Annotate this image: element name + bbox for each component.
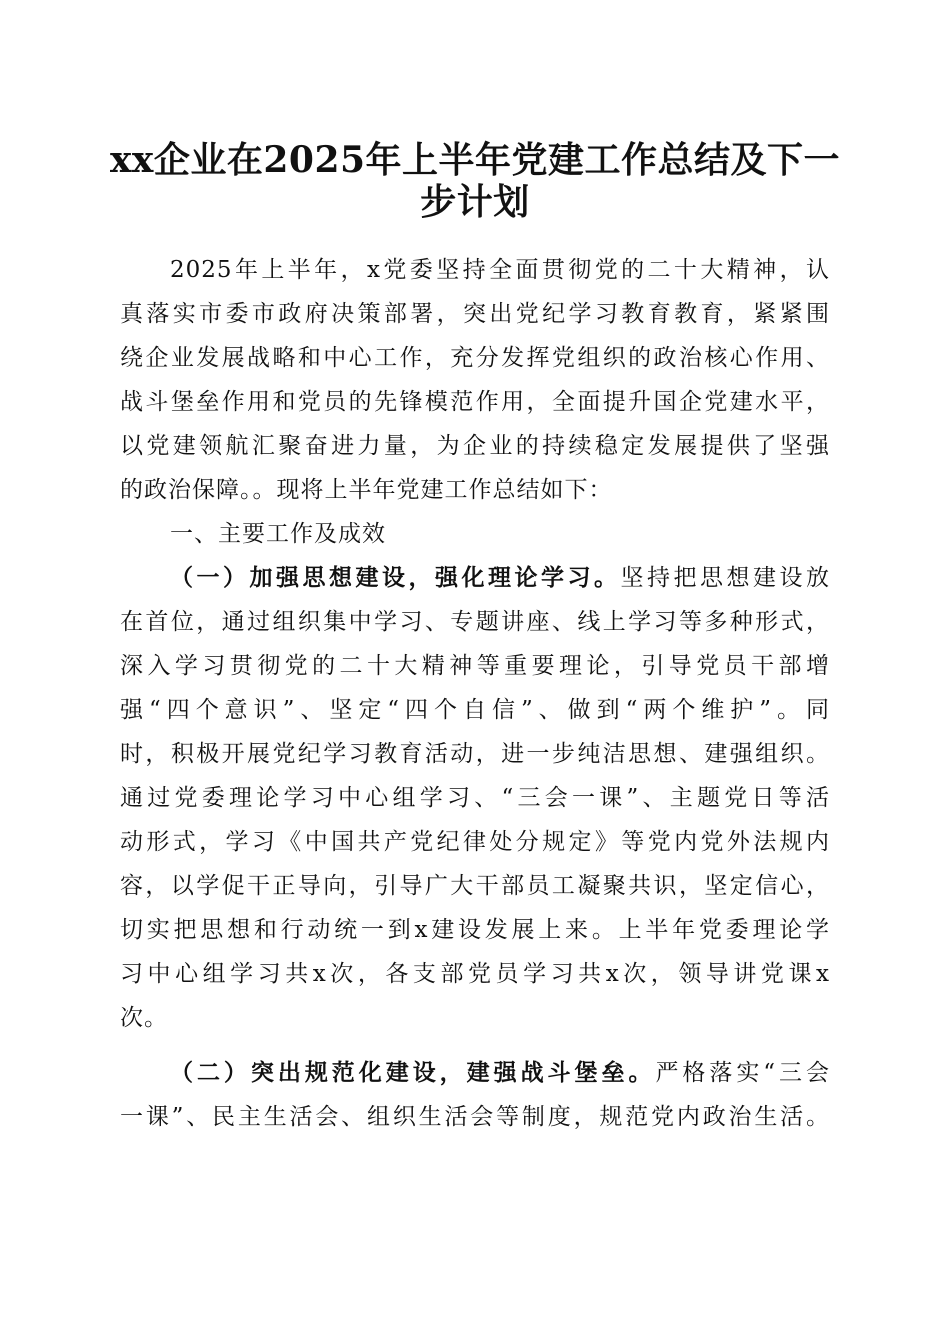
document-title-line-2: 步计划 xyxy=(420,181,530,223)
para1-lead: （一）加强思想建设，强化理论学习。 xyxy=(170,564,621,591)
para2-lead-rest: 严格落实“三会 xyxy=(655,1060,831,1086)
para1-line-9: 习中心组学习共x次，各支部党员学习共x次，领导讲党课x xyxy=(120,961,830,987)
para2-lead-line xyxy=(170,1056,830,1090)
para1-lead-rest: 坚持把思想建设放 xyxy=(620,565,830,591)
document-title-line-1: xx企业在2025年上半年党建工作总结及下一 xyxy=(109,139,841,181)
para1-line-10: 次。 xyxy=(120,1005,168,1031)
para1-line-7: 容，以学促干正导向，引导广大干部员工凝聚共识，坚定信心， xyxy=(120,873,830,899)
intro-line-1: 2025年上半年，x党委坚持全面贯彻党的二十大精神，认 xyxy=(170,257,830,283)
para1-line-8: 切实把思想和行动统一到x建设发展上来。上半年党委理论学 xyxy=(120,917,830,943)
para2-lead: （二）突出规范化建设，建强战斗堡垒。 xyxy=(170,1059,656,1086)
para1-line-1: 在首位，通过组织集中学习、专题讲座、线上学习等多种形式， xyxy=(120,609,830,635)
section-heading: 一、主要工作及成效 xyxy=(170,521,386,547)
para1-line-4: 时，积极开展党纪学习教育活动，进一步纯洁思想、建强组织。 xyxy=(120,741,830,767)
para1-line-2: 深入学习贯彻党的二十大精神等重要理论，引导党员干部增 xyxy=(120,653,830,679)
intro-line-2: 真落实市委市政府决策部署，突出党纪学习教育教育，紧紧围 xyxy=(120,301,830,327)
intro-line-6: 的政治保障。。现将上半年党建工作总结如下： xyxy=(120,477,613,503)
para1-line-3: 强“四个意识”、坚定“四个自信”、做到“两个维护”。同 xyxy=(120,697,830,723)
intro-line-5: 以党建领航汇聚奋进力量，为企业的持续稳定发展提供了坚强 xyxy=(120,433,830,459)
intro-line-4: 战斗堡垒作用和党员的先锋模范作用，全面提升国企党建水平， xyxy=(120,389,830,415)
para1-lead-line xyxy=(170,561,830,595)
para1-line-6: 动形式，学习《中国共产党纪律处分规定》等党内党外法规内 xyxy=(120,829,830,855)
intro-line-3: 绕企业发展战略和中心工作，充分发挥党组织的政治核心作用、 xyxy=(120,345,830,371)
para1-line-5: 通过党委理论学习中心组学习、“三会一课”、主题党日等活 xyxy=(120,785,830,811)
para2-line-1: 一课”、民主生活会、组织生活会等制度，规范党内政治生活。 xyxy=(120,1104,830,1130)
